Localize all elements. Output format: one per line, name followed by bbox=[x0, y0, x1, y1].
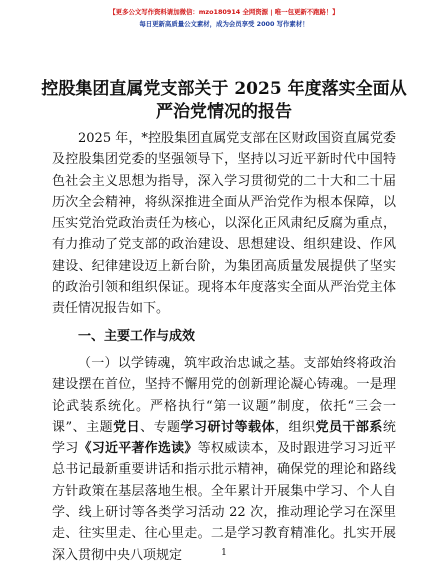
section-heading: 一、主要工作与成效 bbox=[78, 328, 196, 344]
page-number: 1 bbox=[221, 548, 227, 558]
document-body bbox=[52, 128, 396, 566]
subsection-paragraph bbox=[52, 353, 396, 566]
banner-line-2: 每日更新高质量公文素材，成为会员享受 2000 写作素材！ bbox=[139, 20, 309, 28]
sub-text-e: 统学习 bbox=[52, 419, 396, 457]
sub-text-d: 党员干部系 bbox=[315, 419, 383, 435]
banner-line-1: 【更多公文写作资料请加微信：mzo180914 全网资源 | 唯一包更新不跑路！】 bbox=[109, 8, 339, 16]
promo-banner bbox=[0, 6, 448, 30]
sub-text-f: 《习近平著作选读》 bbox=[78, 441, 198, 457]
intro-paragraph: 2025 年，*控股集团直属党支部在区财政国资直属党委及控股集团党委的坚强领导下，坚持以习近平新时代中国特色社会主义思想为指导，深入学习贯彻党的二十大和二十届历次全会精神，将纵深推进全面从严治党作为根本保障，以压实党治党政治责任为核心，以深化正风肃纪反腐为重点，有力推动了党支部的政治建设、思想建设、组织建设、作风建设、纪律建设迈上新台阶，为集团高质量发展提供了坚实的政治引领和组织保证。现将本年度落实全面从严治党主体责任情况报告如下。 bbox=[52, 131, 396, 317]
sub-text-b4: 等载体 bbox=[234, 419, 275, 435]
sub-text-c: ，组织 bbox=[274, 419, 316, 435]
sub-text-g: 等权威读本，及时跟进学习习近平总书记最新重要讲话和指示批示精神，确保党的理论和路线方针政策在基层落地生根。全年累计开展集中学习、个人自学、线上研讨等各类学习活动 22 次，推动理论学习在深里走、往实里走、往心里走。二是学习教育精准化。扎实开展深入贯彻中央八项规定 bbox=[52, 441, 396, 563]
sub-text-a: （一）以学铸魂，筑牢政治忠诚之基。支部始终将政治建设摆在首位，坚持不懈用党的创新理论凝心铸魂。一是理论武装系统化。严格执行“第一议题”制度，依托“三会一课”、主题 bbox=[52, 355, 396, 435]
document-title: 控股集团直属党支部关于 2025 年度落实全面从严治党情况的报告 bbox=[41, 79, 407, 122]
sub-text-b1: 党日 bbox=[113, 419, 141, 435]
sub-text-b2: 、专题 bbox=[140, 419, 181, 435]
sub-text-b3: 学习研讨 bbox=[180, 419, 235, 435]
